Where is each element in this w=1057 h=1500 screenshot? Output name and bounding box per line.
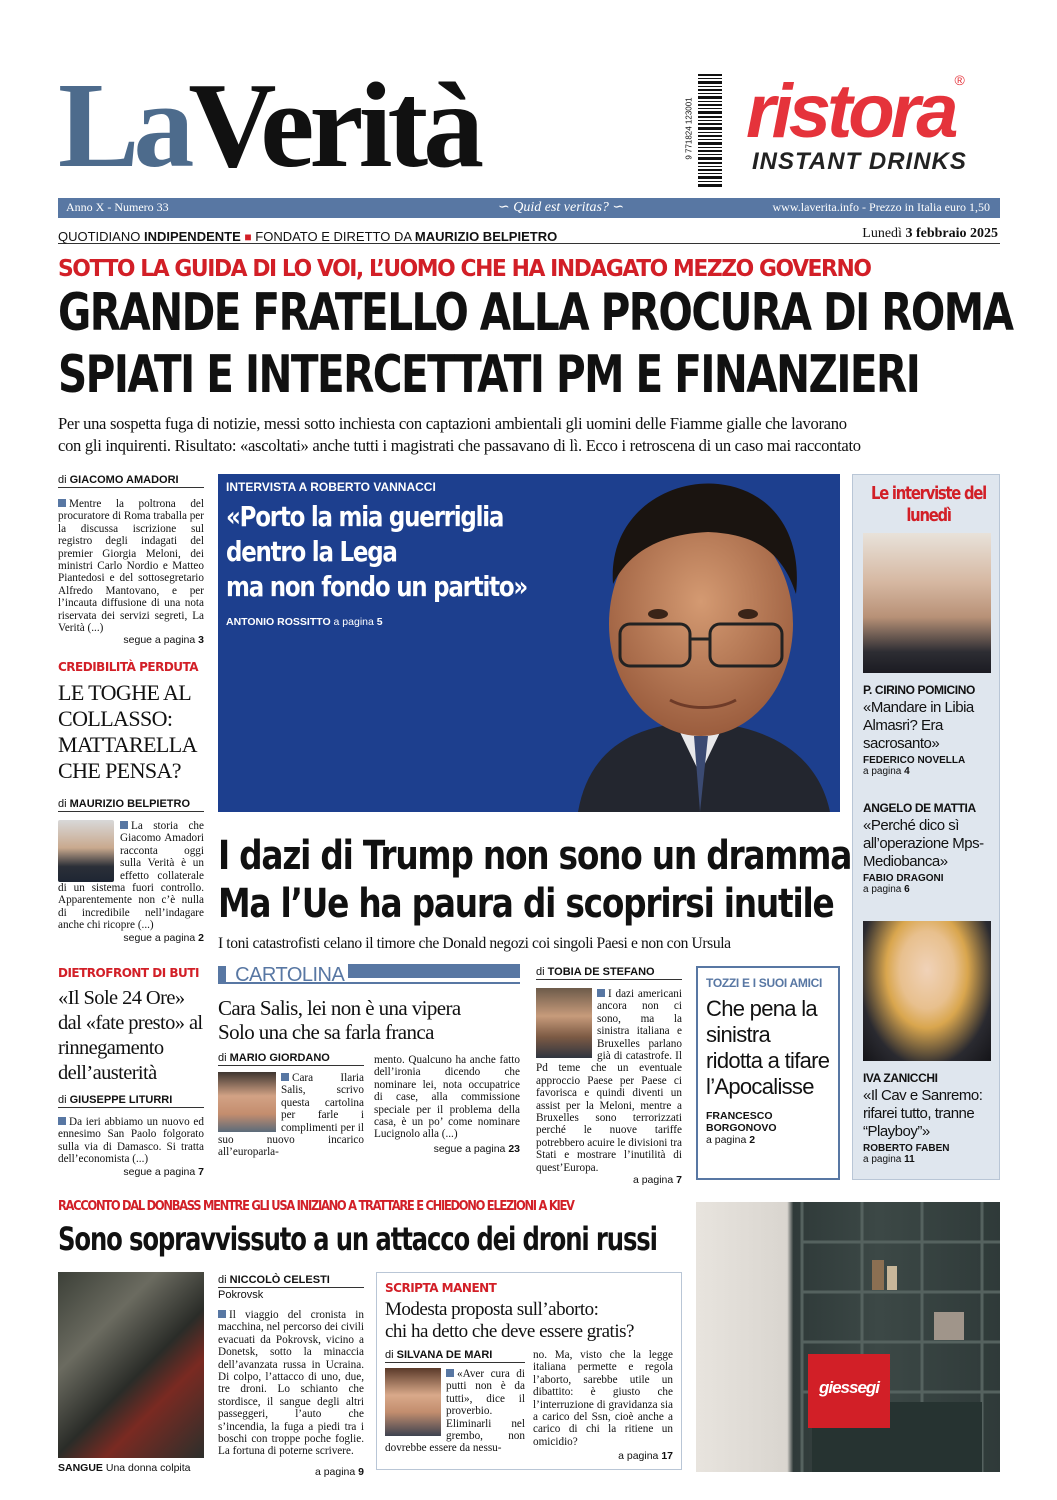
interview-3-ref-page: 11 [904,1154,915,1165]
vannacci-quote-2: dentro la Lega [226,535,397,568]
buti-page-ref[interactable] [58,1166,204,1178]
donbass-place: Pokrovsk [218,1289,264,1301]
credibilita-byline [58,798,204,812]
credibilita-author: MAURIZIO BELPIETRO [69,798,191,810]
scripta-title-2: chi ha detto che deve essere gratis? [385,1321,634,1342]
ref-label: a pagina [706,1134,747,1146]
giessegi-brand: giessegi [818,1378,880,1397]
destefano-photo [536,988,592,1058]
issue-number: Anno X - Numero 33 [66,200,169,214]
barcode [678,72,724,190]
tozzi-ref-page: 2 [749,1134,756,1146]
cartolina-text-1: Cara Ilaria Salis, scrivo questa cartolina per farle i complimenti per il suo nuovo incarico all’europarla- [218,1072,364,1159]
ref-label: a pagina [333,616,374,628]
cartolina-page-ref[interactable] [374,1143,520,1155]
buti-title: «Il Sole 24 Ore» dal «fate presto» al rinnegamento dell’austerità [58,987,203,1084]
interview-3-author: ROBERTO FABEN [863,1143,950,1154]
by-label: di [218,1274,227,1286]
interview-3-quote: «Il Cav e Sanremo: rifarei tutto, tranne “Playboy”» [863,1087,983,1140]
ref-label: segue a pagina [433,1142,506,1155]
donbass-text: Il viaggio del cronista in macchina, nel percorso dei civili evacuati da Pokrovsk, vicino a Donetsk, sotto la minaccia dell’avanzata russa in Ucraina. Di colpo, l’attacco di uno, due, tre droni. Lo schianto che stordisce, il sangue degli altri passeggeri, l’auto che s’incendia, la fuga a piedi tra i boschi con troppe poche foglie. La fortuna di poterne scrivere. [218,1309,364,1458]
bullet-square-icon [218,1310,226,1318]
buti-author: GIUSEPPE LITURRI [69,1094,173,1106]
interview-1-author: FEDERICO NOVELLA [863,755,966,766]
interview-1-quote: «Mandare in Libia Almasri? Era sacrosanto» [863,699,974,752]
tozzi-author: FRANCESCO BORGONOVO [706,1110,777,1134]
cartolina-marker-icon [218,966,226,982]
zanicchi-photo [863,921,991,1061]
tozzi-byline [706,1110,830,1134]
bullet-square-icon [597,989,605,997]
tag-indipendente: INDIPENDENTE [143,229,241,244]
amadori-ref-page: 3 [198,634,204,647]
buti-byline [58,1094,204,1108]
vannacci-author: ANTONIO ROSSITTO [226,616,331,628]
credibilita-body [58,820,204,932]
destefano-article[interactable] [536,966,682,1186]
interview-3-name: IVA ZANICCHI [863,1071,938,1085]
tozzi-article[interactable] [696,966,840,1180]
vannacci-quote-1: «Porto la mia guerriglia [226,500,504,533]
cartolina-title-2: Solo una che sa farla franca [218,1020,434,1044]
date-value: 3 febbraio 2025 [905,226,998,241]
ristora-reg: ® [954,72,965,88]
scripta-page-ref[interactable] [533,1450,673,1462]
scripta-author: SILVANA DE MARI [396,1349,493,1361]
cartolina-header [218,964,520,984]
destefano-ref-page: 7 [676,1174,682,1187]
credibilita-title: LE TOGHE AL COLLASSO: MATTARELLA CHE PENSA? [58,680,196,783]
interviste-sidebar [852,474,1000,1180]
interviste-header: Le interviste del lunedì [871,483,986,526]
donbass-kicker: RACCONTO DAL DONBASS MENTRE GLI USA INIZIANO A TRATTARE E CHIEDONO ELEZIONI A KIEV [58,1198,574,1214]
tag-director: MAURIZIO BELPIETRO [414,229,558,244]
ristora-brand: ristora [746,69,955,154]
by-label: di [58,798,67,810]
scripta-kicker: SCRIPTA MANENT [385,1281,497,1295]
tozzi-page-ref[interactable] [706,1134,830,1146]
ref-label: a pagina [314,1465,356,1478]
tozzi-title: Che pena la sinistra ridotta a tifare l’Apocalisse [706,996,830,1099]
barcode-number: 9 771824 123001 [684,97,694,160]
interview-1-page-ref[interactable] [863,766,997,777]
bullet-square-icon [446,1369,454,1377]
ref-label: a pagina [863,1154,902,1165]
ref-label: a pagina [632,1174,674,1187]
interview-2-author: FABIO DRAGONI [863,873,944,884]
amadori-article[interactable] [58,474,204,646]
by-label: di [58,1094,67,1106]
destefano-author: TOBIA DE STEFANO [547,966,655,978]
belpietro-photo [58,820,114,882]
donbass-caption-text: Una donna colpita [105,1462,191,1474]
ref-label: segue a pagina [123,1165,196,1178]
masthead-logo [58,58,480,193]
cartolina-text-2: mento. Qualcuno ha anche fatto dell’ironia dicendo che nominare lei, nota occupatrice di case, alla commissione speciale per il problema della casa, è un po’ come nominare Lucignolo alla (...) [374,1054,520,1141]
scripta-text-2: no. Ma, visto che la legge italiana permette e regola l’aborto, sarebbe utile un dibattito: è giusto che l’interruzione di gravidanza sia a carico del Ssn, cioè anche a carico di chi la ritiene un omicidio? [533,1349,673,1448]
amadori-byline [58,474,204,488]
cartolina-bar [348,964,520,978]
bullet-square-icon [58,1117,66,1125]
giordano-photo [218,1072,276,1132]
lead-summary-2: con gli inquirenti. Risultato: «ascoltati» anche tutti i magistrati che passavano di lì. Ecco i retroscena di un caso mai raccontato [58,436,861,455]
credibilita-article[interactable] [58,660,204,944]
scripta-title-1: Modesta proposta sull’aborto: [385,1299,599,1320]
donbass-text-block [218,1309,364,1458]
cartolina-author: MARIO GIORDANO [229,1052,330,1064]
lead-summary-1: Per una sospetta fuga di notizie, messi sotto inchiesta con captazioni ambientali gli uomini delle Fiamme gialle che lavorano [58,414,847,433]
interview-item-1[interactable] [863,683,997,777]
giessegi-shelving-illustration [792,1202,1000,1472]
interview-2-quote: «Perché dico sì all’operazione Mps-Mediobanca» [863,817,984,870]
vannacci-byline [226,616,383,628]
interview-1-ref-page: 4 [904,766,910,777]
tag-quotidiano: QUOTIDIANO [58,229,141,244]
ristora-sub: INSTANT DRINKS [752,148,967,175]
donbass-byline [218,1274,364,1288]
destefano-page-ref[interactable] [536,1174,682,1186]
site-price: www.laverita.info - Prezzo in Italia euro 1,50 [772,200,990,214]
amadori-author: GIACOMO AMADORI [69,474,179,486]
buti-article[interactable] [58,966,204,1178]
interview-3-page-ref[interactable] [863,1154,997,1165]
ad-giessegi[interactable] [696,1202,1000,1472]
scripta-text-1: «Aver cura di putti non è da tutti», dice il proverbio. Eliminarli nel grembo, non dovrebbe essere da nessu- [385,1368,525,1455]
trump-title-1[interactable]: I dazi di Trump non sono un dramma [218,833,852,879]
giessegi-logo-box [808,1354,890,1428]
demari-photo [385,1368,441,1436]
credibilita-text: La storia che Giacomo Amadori racconta oggi sulla Verità è un effetto collaterale di un sistema fuori controllo. Apparentemente non c’è nulla di incredibile nell’indagare anche chi ricopre (...) [58,820,204,932]
pomicino-photo [863,533,991,673]
buti-kicker: DIETROFRONT DI BUTI [58,966,199,980]
credibilita-kicker: CREDIBILITÀ PERDUTA [58,660,199,674]
interview-item-2[interactable] [863,801,997,895]
interview-item-3[interactable] [863,1071,997,1165]
ref-label: a pagina [618,1450,659,1463]
ref-label: a pagina [863,884,902,895]
cartolina-byline [218,1052,364,1066]
donbass-caption [58,1462,191,1474]
vannacci-photo [558,474,840,812]
motto: ∽ Quid est veritas? ∽ [498,200,625,215]
amadori-page-ref[interactable] [58,634,204,646]
by-label: di [536,966,545,978]
logo-la: La [58,58,189,193]
cartolina-title-1: Cara Salis, lei non è una vipera [218,996,461,1020]
interview-2-name: ANGELO DE MATTIA [863,801,976,815]
donbass-author: NICCOLÒ CELESTI [229,1274,330,1286]
bullet-square-icon [58,499,66,507]
credibilita-page-ref[interactable] [58,932,204,944]
donbass-article[interactable] [218,1274,364,1478]
bullet-square-icon [120,821,128,829]
masthead-tagline: QUOTIDIANO INDIPENDENTE ■ FONDATO E DIRETTO DA MAURIZIO BELPIETRO Lunedì 3 febbraio 2025 [58,226,998,244]
by-label: di [385,1349,394,1361]
ad-ristora[interactable] [746,69,1004,184]
cartolina-article[interactable] [218,964,520,1159]
vannacci-quote-3: ma non fondo un partito» [226,570,528,603]
interview-1-name: P. CIRINO POMICINO [863,683,975,697]
buti-ref-page: 7 [198,1165,204,1178]
scripta-byline [385,1349,525,1363]
vannacci-ref-page: 5 [376,616,383,628]
vannacci-feature[interactable] [218,474,840,812]
tag-fondato: FONDATO E DIRETTO DA [255,229,412,244]
donbass-ref-page: 9 [358,1465,364,1478]
donbass-photo [58,1272,204,1458]
destefano-byline [536,966,682,980]
logo-verita: Verità [188,58,480,193]
interview-2-page-ref[interactable] [863,884,997,895]
by-label: di [58,474,67,486]
cartolina-label: CARTOLINA [235,964,345,986]
donbass-page-ref[interactable] [218,1466,364,1478]
ref-label: segue a pagina [123,634,196,647]
lead-title-2[interactable]: SPIATI E INTERCETTATI PM E FINANZIERI [58,345,920,405]
trump-title-2[interactable]: Ma l’Ue ha paura di scoprirsi inutile [218,881,834,927]
date-weekday: Lunedì [862,226,902,241]
buti-text-block [58,1116,204,1166]
amadori-text-block [58,498,204,634]
scripta-article[interactable] [376,1272,682,1470]
interview-2-ref-page: 6 [904,884,910,895]
lead-title-1[interactable]: GRANDE FRATELLO ALLA PROCURA DI ROMA [58,283,1013,343]
destefano-text: I dazi americani ancora non ci sono, ma la sinistra italiana e Bruxelles parlano già di catastrofe. Il Pd teme che un eventuale approccio Paese per Paese ci favorisca e quindi diventi un assist per la Meloni, mentre a Bruxelles sono terrorizzati perché le nuove tariffe potrebbero acuire le divisioni tra Stati e mostrare l’inutilità di quest’Europa. [536,988,683,1174]
bullet-square-icon [281,1073,289,1081]
ref-label: segue a pagina [123,931,196,944]
ref-label: a pagina [863,766,902,777]
donbass-caption-bold: SANGUE [58,1462,103,1474]
buti-text: Da ieri abbiamo un nuovo ed ennesimo San Paolo folgorato sulla via di Damasco. Si tratta dell’economista (...) [58,1116,204,1166]
scripta-ref-page: 17 [661,1450,673,1463]
cartolina-ref-page: 23 [508,1142,520,1155]
by-label: di [218,1052,227,1064]
credibilita-ref-page: 2 [198,931,204,944]
trump-summary: I toni catastrofisti celano il timore che Donald negozi coi singoli Paesi e non con Ursula [218,935,731,952]
donbass-title[interactable]: Sono sopravvissuto a un attacco dei droni russi [58,1220,657,1258]
amadori-text: Mentre la poltrona del procuratore di Roma traballa per la discussa iscrizione sul registro degli indagati del premier Giorgia Meloni, dei ministri Carlo Nordio e Matteo Piantedosi e del sottosegretario Alfredo Mantovano, e per l’incauta diffusione di una nota riservata dei servizi segreti, La Verità (...) [58,498,204,635]
motto-text: Quid est veritas? [513,200,609,215]
lead-kicker: SOTTO LA GUIDA DI LO VOI, L’UOMO CHE HA INDAGATO MEZZO GOVERNO [58,256,871,282]
masthead-bar [58,198,1000,218]
tozzi-kicker: TOZZI E I SUOI AMICI [706,976,823,990]
vannacci-kicker: INTERVISTA A ROBERTO VANNACCI [226,480,436,494]
